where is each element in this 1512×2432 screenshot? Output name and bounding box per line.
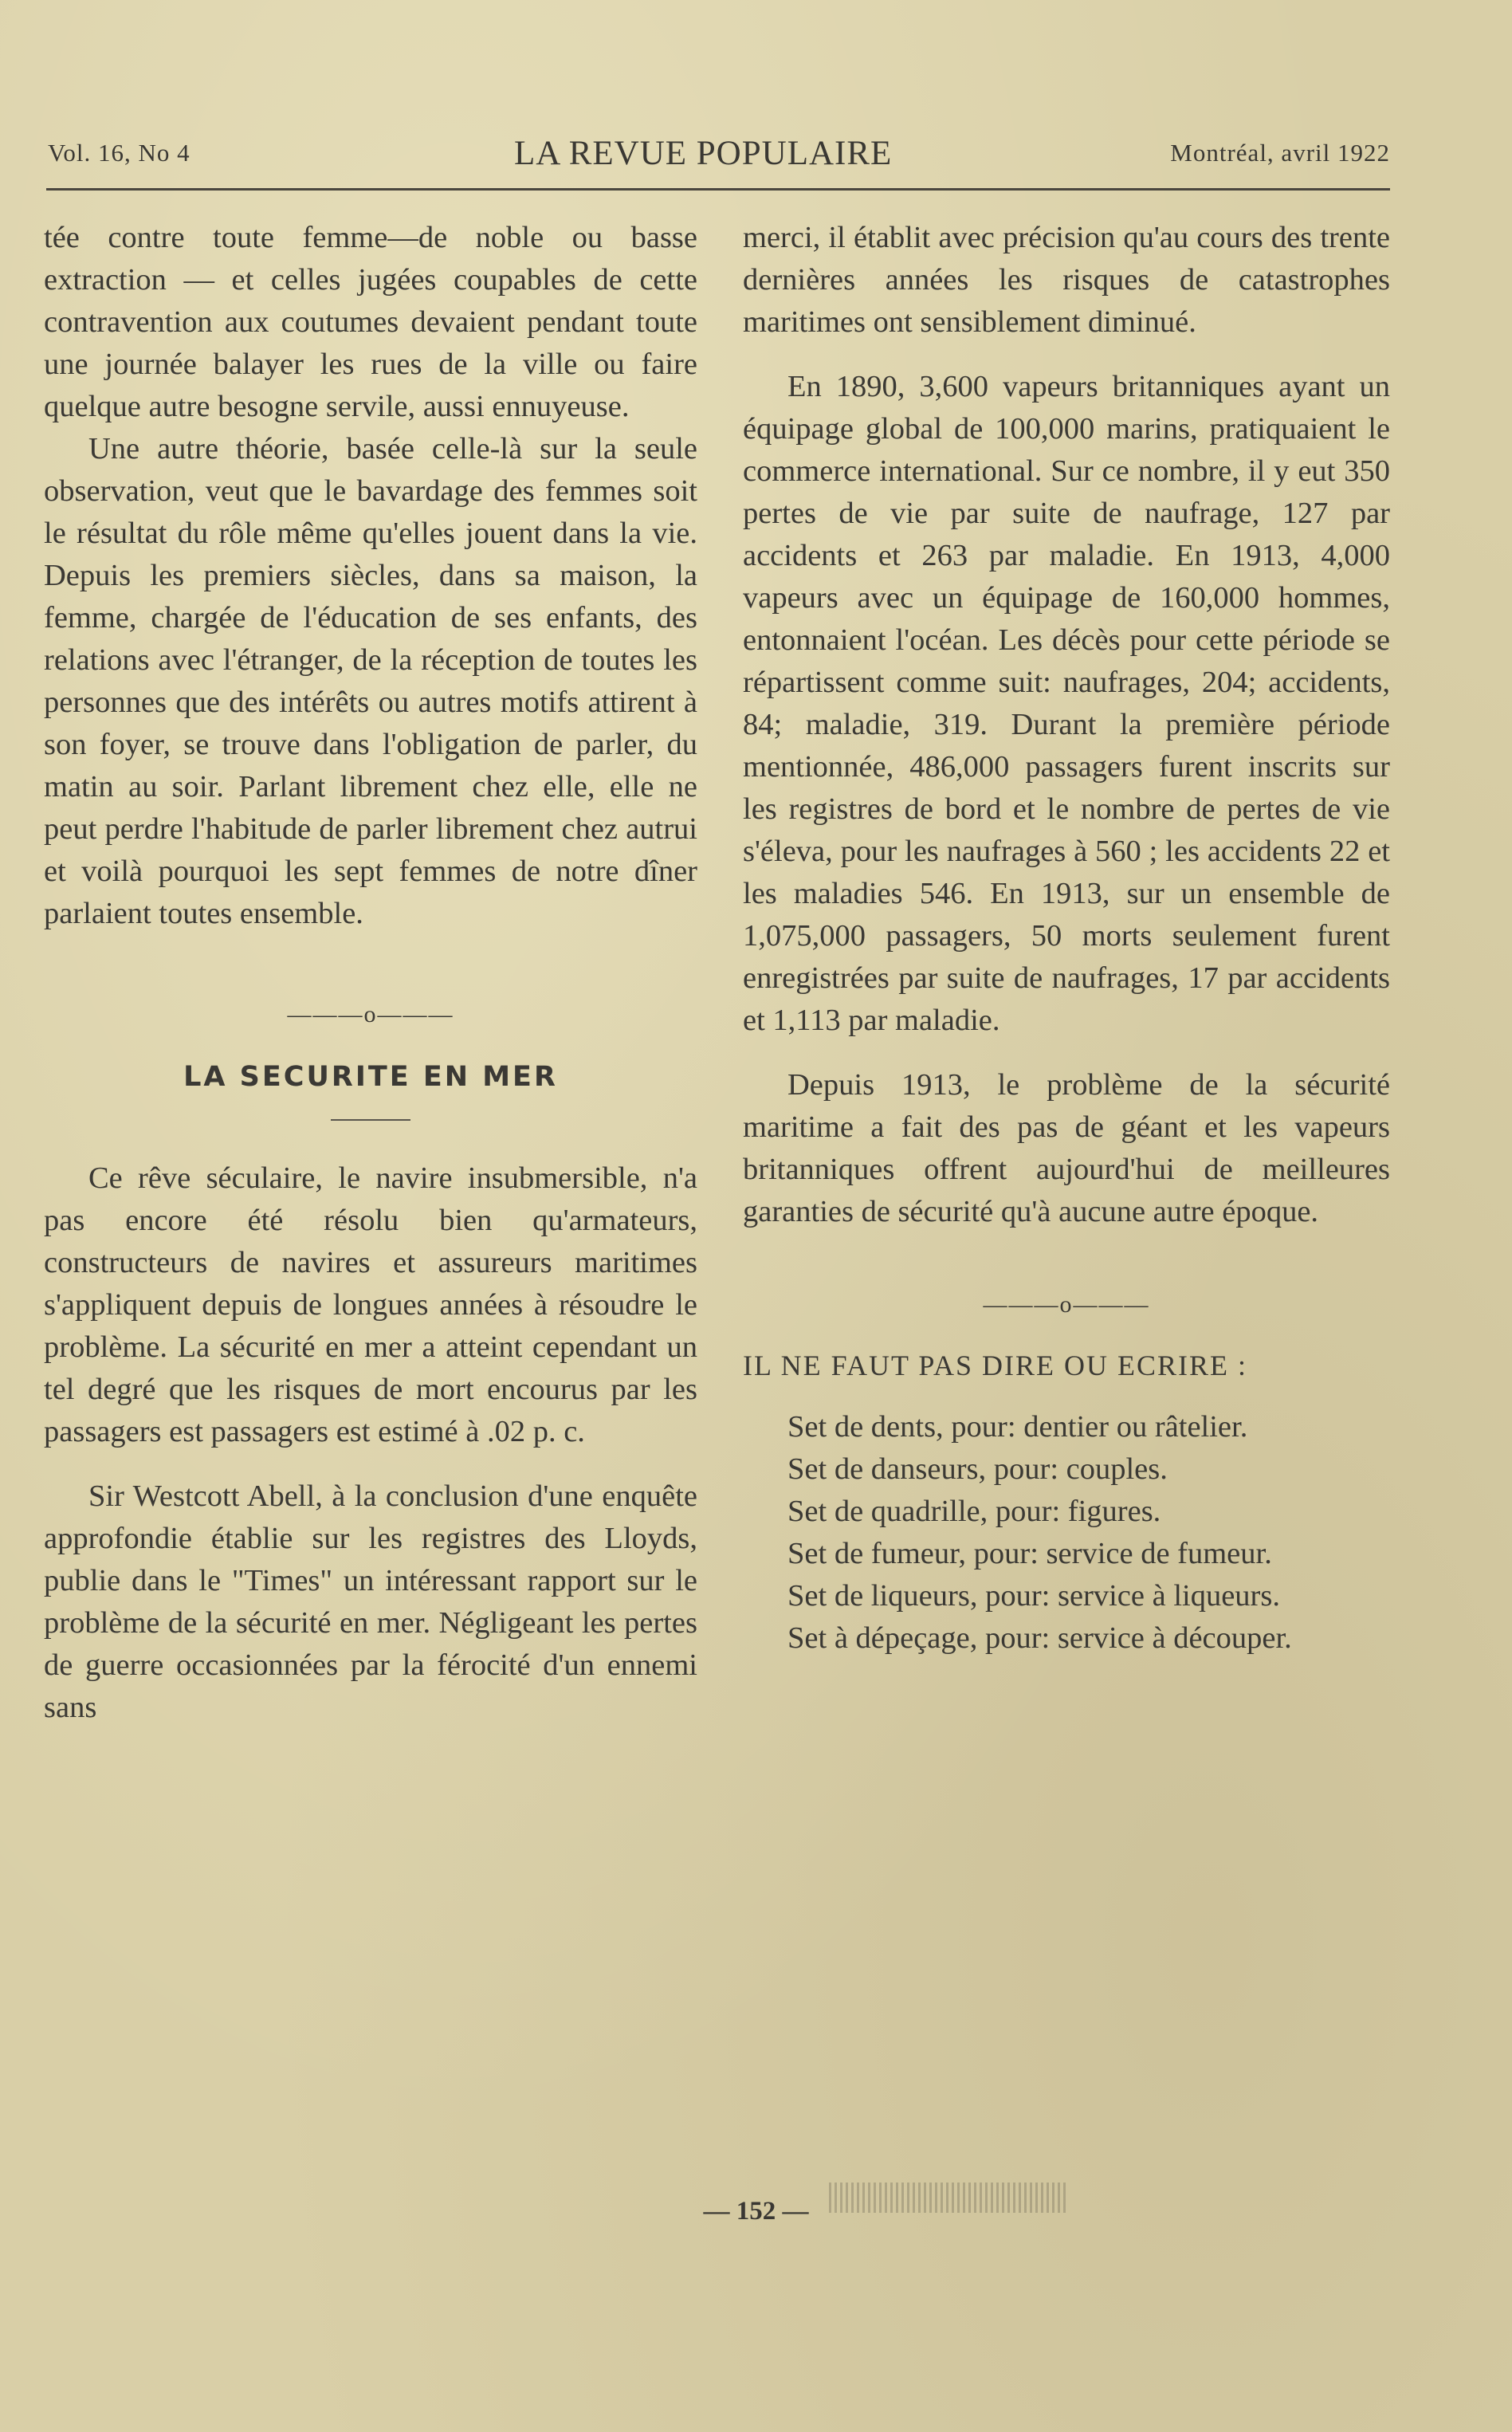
left-paragraph-3: Ce rêve séculaire, le navire insubmersible, n'a pas encore été résolu bien qu'armateurs, constructeurs de navires et assureurs maritimes s'appliquent depuis de longues années à résoudre le problème. La sécurité en mer a atteint cependant un tel degré que les risques de mort encourus par les passagers est passagers est estimé à .02 p. c. <box>44 1161 697 1448</box>
place-date: Montréal, avril 1922 <box>1170 139 1390 167</box>
list-item: Set de liqueurs, pour: service à liqueurs. <box>787 1579 1280 1613</box>
section-separator: ———o——— <box>983 1291 1150 1318</box>
right-paragraph-2: En 1890, 3,600 vapeurs britanniques ayant un équipage global de 100,000 marins, pratiquaient le commerce international. Sur ce nombre, il y eut 350 pertes de vie par suite de naufrage, 127 par accidents et 263 par maladie. En 1913, 4,000 vapeurs avec un équipage de 160,000 hommes, entonnaient l'océan. Les décès pour cette période se répartissent comme suit: naufrages, 204; accidents, 84; maladie, 319. Durant la première période mentionnée, 486,000 passagers furent inscrits sur les registres de bord et le nombre de pertes de vie s'éleva, pour les naufrages à 560 ; les accidents 22 et les maladies 546. En 1913, sur un ensemble de 1,075,000 passagers, 50 morts seulement furent enregistrées par suite de naufrages, 17 par accidents et 1,113 par maladie. <box>743 370 1390 1037</box>
left-paragraph-4: Sir Westcott Abell, à la conclusion d'une enquête approfondie établie sur les registres des Lloyds, publie dans le "Times" un intéressant rapport sur le problème de la sécurité en mer. Négligeant les pertes de guerre occasionnées par la férocité d'un ennemi sans <box>44 1479 697 1724</box>
header-rule <box>46 188 1390 191</box>
left-column <box>44 217 697 1729</box>
list-item: Set à dépeçage, pour: service à découper. <box>787 1621 1292 1655</box>
paragraph-gap <box>743 344 1390 366</box>
publication-title: LA REVUE POPULAIRE <box>514 135 893 172</box>
section-separator: ———o——— <box>287 1001 454 1027</box>
title-rule <box>331 1119 410 1121</box>
section-title: LA SECURITE EN MER <box>183 1061 558 1093</box>
list-item: Set de danseurs, pour: couples. <box>787 1452 1168 1486</box>
volume-number: Vol. 16, No 4 <box>48 139 190 167</box>
list-item: Set de fumeur, pour: service de fumeur. <box>787 1537 1272 1570</box>
list-item: Set de dents, pour: dentier ou râtelier. <box>787 1410 1248 1444</box>
usage-list <box>743 1406 1390 1660</box>
page-header <box>48 134 1390 174</box>
left-paragraph-1: tée contre toute femme—de noble ou basse extraction — et celles jugées coupables de cette contravention aux coutumes devaient pendant toute une journée balayer les rues de la ville ou faire quelque autre besogne servile, aussi ennuyeuse. <box>44 221 697 423</box>
right-paragraph-3: Depuis 1913, le problème de la sécurité maritime a fait des pas de géant et les vapeurs britanniques offrent aujourd'hui de meilleures garanties de sécurité qu'à aucune autre époque. <box>743 1068 1390 1228</box>
paragraph-gap <box>44 1453 697 1475</box>
page-number: — 152 — <box>703 2197 809 2226</box>
right-column <box>743 217 1390 1660</box>
list-heading: IL NE FAUT PAS DIRE OU ECRIRE : <box>743 1350 1248 1381</box>
left-paragraph-2: Une autre théorie, basée celle-là sur la seule observation, veut que le bavardage des femmes soit le résultat du rôle même qu'elles jouent dans la vie. Depuis les premiers siècles, dans sa maison, la femme, chargée de l'éducation de ses enfants, des relations avec l'étranger, de la réception de toutes les personnes que des intérêts ou autres motifs attirent à son foyer, se trouve dans l'obligation de parler, du matin au soir. Parlant librement chez elle, elle ne peut perdre l'habitude de parler librement chez autrui et voilà pourquoi les sept femmes de notre dîner parlaient toutes ensemble. <box>44 432 697 930</box>
list-item: Set de quadrille, pour: figures. <box>787 1495 1161 1528</box>
right-paragraph-1: merci, il établit avec précision qu'au cours des trente dernières années les risques de catastrophes maritimes ont sensiblement diminué. <box>743 221 1390 339</box>
paragraph-gap <box>743 1042 1390 1064</box>
